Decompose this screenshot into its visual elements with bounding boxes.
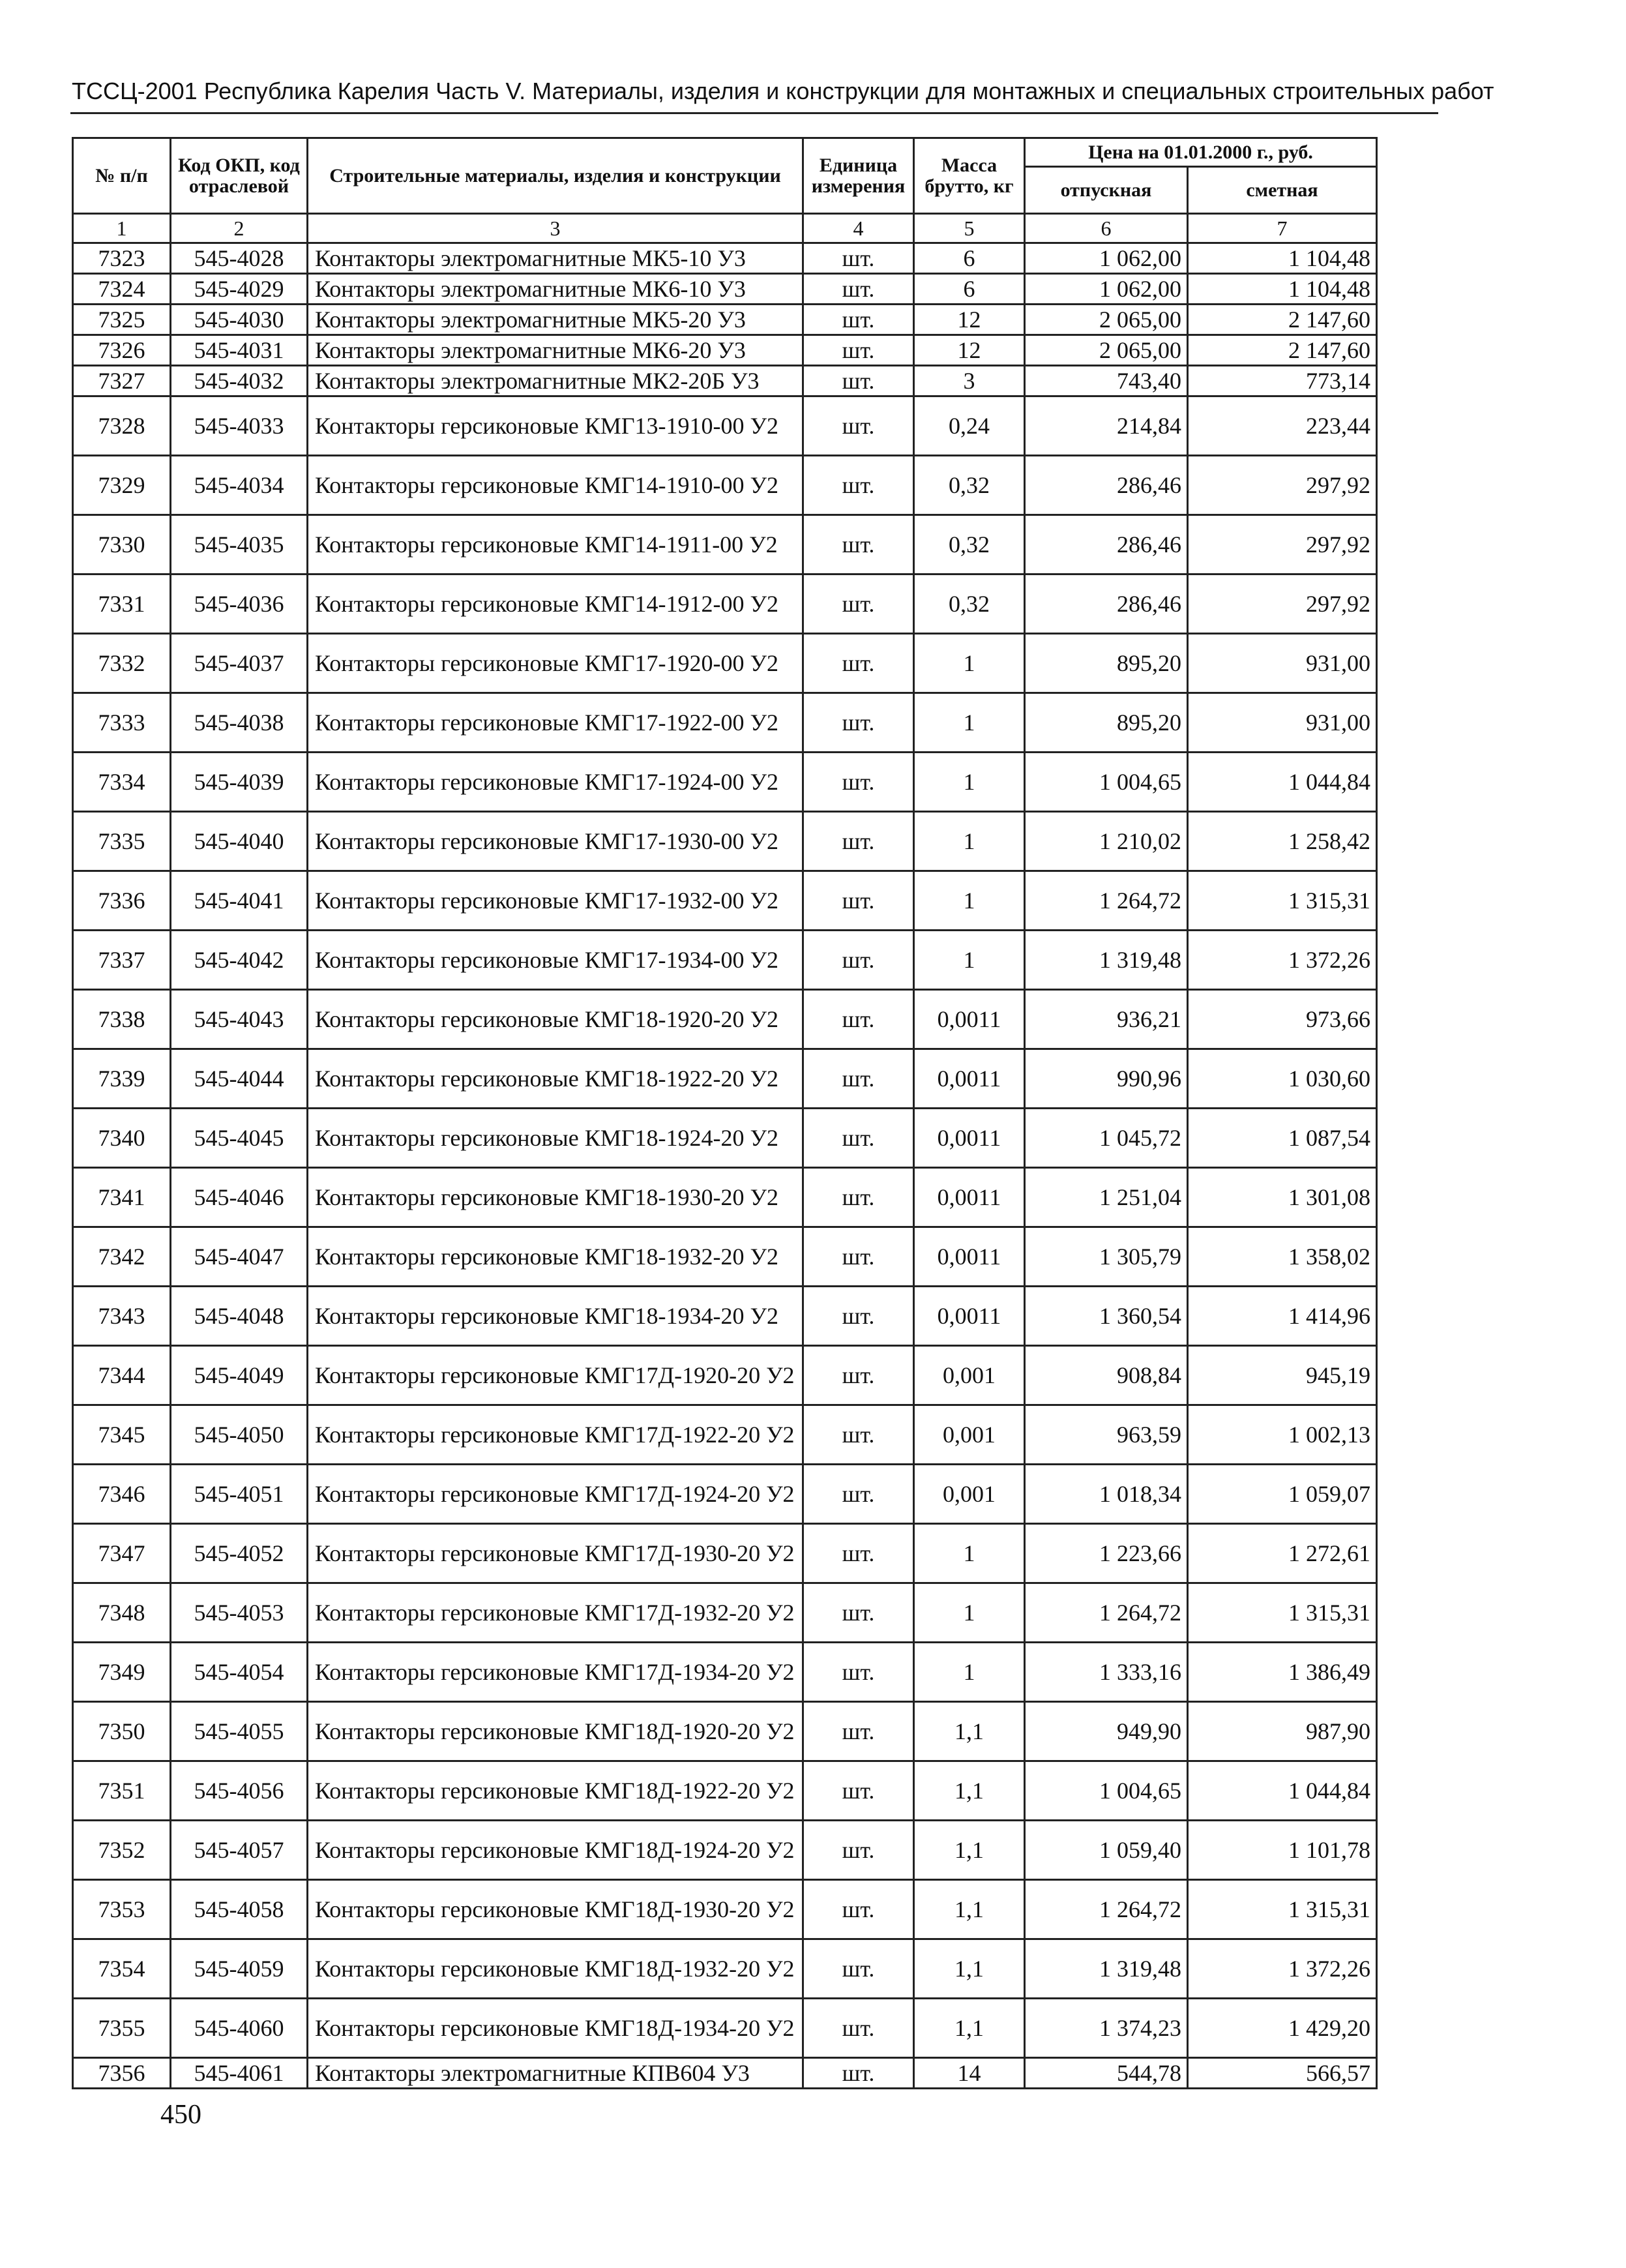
page-number: 450 [160, 2100, 201, 2130]
cell-code: 545-4046 [171, 1168, 308, 1227]
cell-price-release: 286,46 [1025, 574, 1188, 634]
cell-price-estimate: 1 044,84 [1188, 753, 1377, 812]
column-number: 6 [1025, 214, 1188, 243]
table-row [73, 812, 1377, 871]
cell-price-release: 1 210,02 [1025, 812, 1188, 871]
column-number: 5 [914, 214, 1025, 243]
cell-price-estimate: 1 315,31 [1188, 871, 1377, 931]
table-row [73, 1761, 1377, 1821]
cell-num: 7349 [73, 1643, 171, 1702]
cell-mass: 0,32 [914, 515, 1025, 574]
price-table [72, 137, 1378, 2089]
cell-mass: 1 [914, 634, 1025, 693]
cell-unit: шт. [803, 1583, 914, 1643]
cell-price-estimate: 1 059,07 [1188, 1465, 1377, 1524]
cell-mass: 0,0011 [914, 1168, 1025, 1227]
cell-price-estimate: 1 030,60 [1188, 1049, 1377, 1109]
cell-name: Контакторы герсиконовые КМГ17Д-1932-20 У2 [308, 1583, 803, 1643]
cell-mass: 1 [914, 753, 1025, 812]
table-row [73, 1880, 1377, 1939]
cell-price-release: 743,40 [1025, 366, 1188, 396]
table-row [73, 1524, 1377, 1583]
cell-unit: шт. [803, 931, 914, 990]
cell-price-release: 908,84 [1025, 1346, 1188, 1405]
cell-price-estimate: 931,00 [1188, 693, 1377, 753]
cell-mass: 12 [914, 335, 1025, 366]
cell-price-estimate: 945,19 [1188, 1346, 1377, 1405]
cell-price-release: 1 264,72 [1025, 1583, 1188, 1643]
cell-name: Контакторы герсиконовые КМГ17-1920-00 У2 [308, 634, 803, 693]
header-num: № п/п [73, 138, 171, 214]
cell-price-estimate: 1 386,49 [1188, 1643, 1377, 1702]
cell-mass: 0,001 [914, 1465, 1025, 1524]
cell-price-estimate: 1 087,54 [1188, 1109, 1377, 1168]
cell-price-release: 1 374,23 [1025, 1999, 1188, 2058]
table-row [73, 456, 1377, 515]
cell-name: Контакторы герсиконовые КМГ18-1934-20 У2 [308, 1287, 803, 1346]
cell-unit: шт. [803, 243, 914, 274]
cell-price-estimate: 1 301,08 [1188, 1168, 1377, 1227]
header-code: Код ОКП, код отраслевой [171, 138, 308, 214]
cell-mass: 1 [914, 871, 1025, 931]
cell-unit: шт. [803, 753, 914, 812]
cell-code: 545-4052 [171, 1524, 308, 1583]
cell-code: 545-4034 [171, 456, 308, 515]
cell-name: Контакторы герсиконовые КМГ14-1911-00 У2 [308, 515, 803, 574]
cell-name: Контакторы герсиконовые КМГ18Д-1934-20 У2 [308, 1999, 803, 2058]
cell-name: Контакторы герсиконовые КМГ14-1912-00 У2 [308, 574, 803, 634]
cell-price-release: 1 319,48 [1025, 1939, 1188, 1999]
cell-num: 7334 [73, 753, 171, 812]
cell-num: 7350 [73, 1702, 171, 1761]
cell-code: 545-4050 [171, 1405, 308, 1465]
cell-unit: шт. [803, 274, 914, 305]
cell-unit: шт. [803, 1465, 914, 1524]
table-row [73, 1702, 1377, 1761]
cell-code: 545-4047 [171, 1227, 308, 1287]
cell-unit: шт. [803, 1168, 914, 1227]
cell-name: Контакторы герсиконовые КМГ13-1910-00 У2 [308, 396, 803, 456]
cell-mass: 0,32 [914, 574, 1025, 634]
cell-name: Контакторы герсиконовые КМГ14-1910-00 У2 [308, 456, 803, 515]
cell-unit: шт. [803, 1761, 914, 1821]
cell-price-release: 1 004,65 [1025, 753, 1188, 812]
cell-mass: 1,1 [914, 1761, 1025, 1821]
cell-price-estimate: 297,92 [1188, 574, 1377, 634]
cell-mass: 6 [914, 274, 1025, 305]
table-row [73, 1465, 1377, 1524]
cell-num: 7354 [73, 1939, 171, 1999]
cell-mass: 1 [914, 1643, 1025, 1702]
header-unit: Единица измерения [803, 138, 914, 214]
table-row [73, 634, 1377, 693]
cell-code: 545-4048 [171, 1287, 308, 1346]
table-row [73, 1821, 1377, 1880]
column-number: 4 [803, 214, 914, 243]
cell-code: 545-4033 [171, 396, 308, 456]
cell-num: 7347 [73, 1524, 171, 1583]
cell-num: 7342 [73, 1227, 171, 1287]
cell-unit: шт. [803, 305, 914, 335]
cell-name: Контакторы герсиконовые КМГ17Д-1922-20 У2 [308, 1405, 803, 1465]
cell-mass: 6 [914, 243, 1025, 274]
table-row [73, 931, 1377, 990]
cell-mass: 0,001 [914, 1346, 1025, 1405]
column-number: 2 [171, 214, 308, 243]
cell-price-release: 895,20 [1025, 634, 1188, 693]
cell-name: Контакторы герсиконовые КМГ17-1930-00 У2 [308, 812, 803, 871]
table-row [73, 753, 1377, 812]
cell-code: 545-4039 [171, 753, 308, 812]
cell-unit: шт. [803, 634, 914, 693]
column-number-row [73, 214, 1377, 243]
cell-price-estimate: 1 104,48 [1188, 243, 1377, 274]
cell-unit: шт. [803, 366, 914, 396]
cell-price-estimate: 1 372,26 [1188, 1939, 1377, 1999]
cell-price-estimate: 773,14 [1188, 366, 1377, 396]
cell-name: Контакторы герсиконовые КМГ17-1932-00 У2 [308, 871, 803, 931]
cell-mass: 1 [914, 812, 1025, 871]
cell-unit: шт. [803, 1821, 914, 1880]
cell-price-release: 544,78 [1025, 2058, 1188, 2089]
cell-price-release: 1 018,34 [1025, 1465, 1188, 1524]
cell-name: Контакторы электромагнитные МК6-20 У3 [308, 335, 803, 366]
cell-mass: 1 [914, 693, 1025, 753]
cell-unit: шт. [803, 1999, 914, 2058]
column-number: 7 [1188, 214, 1377, 243]
cell-name: Контакторы герсиконовые КМГ18-1932-20 У2 [308, 1227, 803, 1287]
cell-mass: 1,1 [914, 1999, 1025, 2058]
cell-code: 545-4030 [171, 305, 308, 335]
cell-unit: шт. [803, 1109, 914, 1168]
cell-code: 545-4044 [171, 1049, 308, 1109]
cell-num: 7335 [73, 812, 171, 871]
cell-price-estimate: 1 101,78 [1188, 1821, 1377, 1880]
cell-mass: 3 [914, 366, 1025, 396]
table-row [73, 366, 1377, 396]
cell-price-estimate: 931,00 [1188, 634, 1377, 693]
cell-price-release: 1 223,66 [1025, 1524, 1188, 1583]
cell-code: 545-4038 [171, 693, 308, 753]
cell-mass: 0,0011 [914, 1287, 1025, 1346]
cell-code: 545-4037 [171, 634, 308, 693]
table-row [73, 871, 1377, 931]
header-mass: Масса брутто, кг [914, 138, 1025, 214]
cell-price-release: 2 065,00 [1025, 305, 1188, 335]
cell-num: 7328 [73, 396, 171, 456]
cell-code: 545-4041 [171, 871, 308, 931]
cell-mass: 12 [914, 305, 1025, 335]
cell-mass: 1 [914, 1524, 1025, 1583]
table-row [73, 1999, 1377, 2058]
cell-unit: шт. [803, 396, 914, 456]
cell-code: 545-4028 [171, 243, 308, 274]
cell-num: 7332 [73, 634, 171, 693]
cell-code: 545-4036 [171, 574, 308, 634]
cell-name: Контакторы электромагнитные МК5-10 У3 [308, 243, 803, 274]
cell-unit: шт. [803, 812, 914, 871]
table-row [73, 574, 1377, 634]
cell-name: Контакторы герсиконовые КМГ18-1924-20 У2 [308, 1109, 803, 1168]
cell-unit: шт. [803, 1346, 914, 1405]
cell-unit: шт. [803, 515, 914, 574]
cell-unit: шт. [803, 1287, 914, 1346]
cell-num: 7351 [73, 1761, 171, 1821]
cell-name: Контакторы герсиконовые КМГ18Д-1930-20 У2 [308, 1880, 803, 1939]
cell-price-release: 1 264,72 [1025, 1880, 1188, 1939]
cell-unit: шт. [803, 1643, 914, 1702]
cell-num: 7345 [73, 1405, 171, 1465]
cell-code: 545-4059 [171, 1939, 308, 1999]
cell-name: Контакторы герсиконовые КМГ17-1934-00 У2 [308, 931, 803, 990]
cell-price-estimate: 1 315,31 [1188, 1880, 1377, 1939]
cell-num: 7325 [73, 305, 171, 335]
cell-name: Контакторы герсиконовые КМГ17-1924-00 У2 [308, 753, 803, 812]
cell-unit: шт. [803, 1405, 914, 1465]
cell-num: 7344 [73, 1346, 171, 1405]
cell-num: 7356 [73, 2058, 171, 2089]
header-price-group: Цена на 01.01.2000 г., руб. [1025, 138, 1377, 167]
cell-unit: шт. [803, 335, 914, 366]
cell-unit: шт. [803, 1227, 914, 1287]
cell-price-estimate: 1 258,42 [1188, 812, 1377, 871]
cell-price-estimate: 1 414,96 [1188, 1287, 1377, 1346]
cell-unit: шт. [803, 456, 914, 515]
cell-unit: шт. [803, 574, 914, 634]
cell-mass: 0,0011 [914, 990, 1025, 1049]
cell-name: Контакторы герсиконовые КМГ18-1930-20 У2 [308, 1168, 803, 1227]
cell-price-estimate: 566,57 [1188, 2058, 1377, 2089]
cell-price-release: 1 319,48 [1025, 931, 1188, 990]
table-row [73, 1109, 1377, 1168]
cell-price-release: 895,20 [1025, 693, 1188, 753]
cell-num: 7340 [73, 1109, 171, 1168]
table-row [73, 1405, 1377, 1465]
cell-num: 7336 [73, 871, 171, 931]
cell-price-estimate: 297,92 [1188, 515, 1377, 574]
cell-code: 545-4031 [171, 335, 308, 366]
cell-code: 545-4055 [171, 1702, 308, 1761]
cell-price-release: 1 062,00 [1025, 274, 1188, 305]
cell-name: Контакторы герсиконовые КМГ18Д-1922-20 У2 [308, 1761, 803, 1821]
cell-name: Контакторы герсиконовые КМГ17Д-1930-20 У2 [308, 1524, 803, 1583]
cell-unit: шт. [803, 871, 914, 931]
document-header: ТССЦ-2001 Республика Карелия Часть V. Материалы, изделия и конструкции для монтажных и специальных строительных работ [72, 78, 1494, 104]
cell-num: 7326 [73, 335, 171, 366]
cell-name: Контакторы электромагнитные МК2-20Б У3 [308, 366, 803, 396]
cell-price-release: 1 062,00 [1025, 243, 1188, 274]
cell-num: 7327 [73, 366, 171, 396]
cell-name: Контакторы герсиконовые КМГ17Д-1934-20 У2 [308, 1643, 803, 1702]
header-divider [70, 112, 1438, 114]
cell-num: 7353 [73, 1880, 171, 1939]
cell-code: 545-4049 [171, 1346, 308, 1405]
cell-price-release: 1 004,65 [1025, 1761, 1188, 1821]
cell-num: 7331 [73, 574, 171, 634]
cell-name: Контакторы герсиконовые КМГ17Д-1924-20 У2 [308, 1465, 803, 1524]
table-row [73, 1287, 1377, 1346]
table-row [73, 990, 1377, 1049]
table-row [73, 1049, 1377, 1109]
cell-num: 7333 [73, 693, 171, 753]
cell-num: 7352 [73, 1821, 171, 1880]
cell-num: 7348 [73, 1583, 171, 1643]
cell-num: 7346 [73, 1465, 171, 1524]
cell-code: 545-4032 [171, 366, 308, 396]
cell-name: Контакторы герсиконовые КМГ17Д-1920-20 У2 [308, 1346, 803, 1405]
cell-mass: 0,0011 [914, 1049, 1025, 1109]
cell-code: 545-4029 [171, 274, 308, 305]
cell-num: 7330 [73, 515, 171, 574]
cell-mass: 1,1 [914, 1880, 1025, 1939]
cell-price-release: 1 251,04 [1025, 1168, 1188, 1227]
cell-code: 545-4040 [171, 812, 308, 871]
cell-num: 7339 [73, 1049, 171, 1109]
cell-mass: 0,0011 [914, 1109, 1025, 1168]
cell-code: 545-4060 [171, 1999, 308, 2058]
cell-price-release: 1 360,54 [1025, 1287, 1188, 1346]
cell-code: 545-4054 [171, 1643, 308, 1702]
cell-num: 7329 [73, 456, 171, 515]
cell-mass: 14 [914, 2058, 1025, 2089]
cell-unit: шт. [803, 1049, 914, 1109]
column-number: 1 [73, 214, 171, 243]
cell-mass: 1,1 [914, 1939, 1025, 1999]
cell-price-estimate: 2 147,60 [1188, 335, 1377, 366]
table-row [73, 274, 1377, 305]
table-row [73, 1643, 1377, 1702]
cell-name: Контакторы герсиконовые КМГ18Д-1924-20 У2 [308, 1821, 803, 1880]
cell-mass: 0,001 [914, 1405, 1025, 1465]
cell-price-estimate: 1 044,84 [1188, 1761, 1377, 1821]
cell-price-estimate: 1 429,20 [1188, 1999, 1377, 2058]
cell-price-release: 1 305,79 [1025, 1227, 1188, 1287]
cell-unit: шт. [803, 1702, 914, 1761]
cell-price-release: 949,90 [1025, 1702, 1188, 1761]
cell-price-estimate: 1 372,26 [1188, 931, 1377, 990]
table-row [73, 515, 1377, 574]
table-row [73, 1227, 1377, 1287]
cell-mass: 0,32 [914, 456, 1025, 515]
header-price-estimate: сметная [1188, 167, 1377, 214]
cell-name: Контакторы герсиконовые КМГ18Д-1920-20 У2 [308, 1702, 803, 1761]
cell-price-release: 286,46 [1025, 515, 1188, 574]
cell-unit: шт. [803, 693, 914, 753]
cell-code: 545-4058 [171, 1880, 308, 1939]
table-row [73, 1346, 1377, 1405]
cell-unit: шт. [803, 2058, 914, 2089]
cell-num: 7343 [73, 1287, 171, 1346]
cell-code: 545-4057 [171, 1821, 308, 1880]
cell-code: 545-4053 [171, 1583, 308, 1643]
column-number: 3 [308, 214, 803, 243]
cell-unit: шт. [803, 1880, 914, 1939]
cell-price-estimate: 987,90 [1188, 1702, 1377, 1761]
cell-mass: 1,1 [914, 1702, 1025, 1761]
cell-price-estimate: 1 315,31 [1188, 1583, 1377, 1643]
table-row [73, 2058, 1377, 2089]
table-row [73, 1168, 1377, 1227]
cell-num: 7355 [73, 1999, 171, 2058]
table-row [73, 1583, 1377, 1643]
cell-price-release: 990,96 [1025, 1049, 1188, 1109]
table-row [73, 693, 1377, 753]
header-price-release: отпускная [1025, 167, 1188, 214]
cell-price-release: 936,21 [1025, 990, 1188, 1049]
cell-price-release: 2 065,00 [1025, 335, 1188, 366]
cell-price-estimate: 1 358,02 [1188, 1227, 1377, 1287]
cell-name: Контакторы электромагнитные МК5-20 У3 [308, 305, 803, 335]
cell-price-estimate: 2 147,60 [1188, 305, 1377, 335]
cell-code: 545-4042 [171, 931, 308, 990]
cell-num: 7338 [73, 990, 171, 1049]
cell-price-release: 1 333,16 [1025, 1643, 1188, 1702]
cell-code: 545-4045 [171, 1109, 308, 1168]
cell-code: 545-4056 [171, 1761, 308, 1821]
cell-num: 7324 [73, 274, 171, 305]
cell-price-release: 1 045,72 [1025, 1109, 1188, 1168]
cell-num: 7337 [73, 931, 171, 990]
table-row [73, 243, 1377, 274]
cell-mass: 1,1 [914, 1821, 1025, 1880]
cell-price-estimate: 1 104,48 [1188, 274, 1377, 305]
cell-price-estimate: 1 272,61 [1188, 1524, 1377, 1583]
cell-code: 545-4061 [171, 2058, 308, 2089]
cell-price-release: 286,46 [1025, 456, 1188, 515]
table-row [73, 396, 1377, 456]
cell-name: Контакторы электромагнитные МК6-10 У3 [308, 274, 803, 305]
cell-price-estimate: 1 002,13 [1188, 1405, 1377, 1465]
cell-price-release: 963,59 [1025, 1405, 1188, 1465]
cell-name: Контакторы электромагнитные КПВ604 У3 [308, 2058, 803, 2089]
table-row [73, 335, 1377, 366]
cell-num: 7341 [73, 1168, 171, 1227]
cell-price-release: 1 059,40 [1025, 1821, 1188, 1880]
cell-price-release: 1 264,72 [1025, 871, 1188, 931]
cell-price-release: 214,84 [1025, 396, 1188, 456]
cell-code: 545-4043 [171, 990, 308, 1049]
cell-mass: 0,0011 [914, 1227, 1025, 1287]
table-row [73, 1939, 1377, 1999]
cell-unit: шт. [803, 990, 914, 1049]
cell-name: Контакторы герсиконовые КМГ18Д-1932-20 У2 [308, 1939, 803, 1999]
cell-mass: 1 [914, 1583, 1025, 1643]
header-name: Строительные материалы, изделия и конструкции [308, 138, 803, 214]
cell-price-estimate: 223,44 [1188, 396, 1377, 456]
cell-unit: шт. [803, 1939, 914, 1999]
cell-name: Контакторы герсиконовые КМГ18-1922-20 У2 [308, 1049, 803, 1109]
cell-code: 545-4051 [171, 1465, 308, 1524]
cell-mass: 1 [914, 931, 1025, 990]
cell-mass: 0,24 [914, 396, 1025, 456]
cell-name: Контакторы герсиконовые КМГ18-1920-20 У2 [308, 990, 803, 1049]
table-body [73, 243, 1377, 2089]
cell-name: Контакторы герсиконовые КМГ17-1922-00 У2 [308, 693, 803, 753]
table-row [73, 305, 1377, 335]
cell-num: 7323 [73, 243, 171, 274]
cell-price-estimate: 297,92 [1188, 456, 1377, 515]
cell-unit: шт. [803, 1524, 914, 1583]
cell-code: 545-4035 [171, 515, 308, 574]
cell-price-estimate: 973,66 [1188, 990, 1377, 1049]
